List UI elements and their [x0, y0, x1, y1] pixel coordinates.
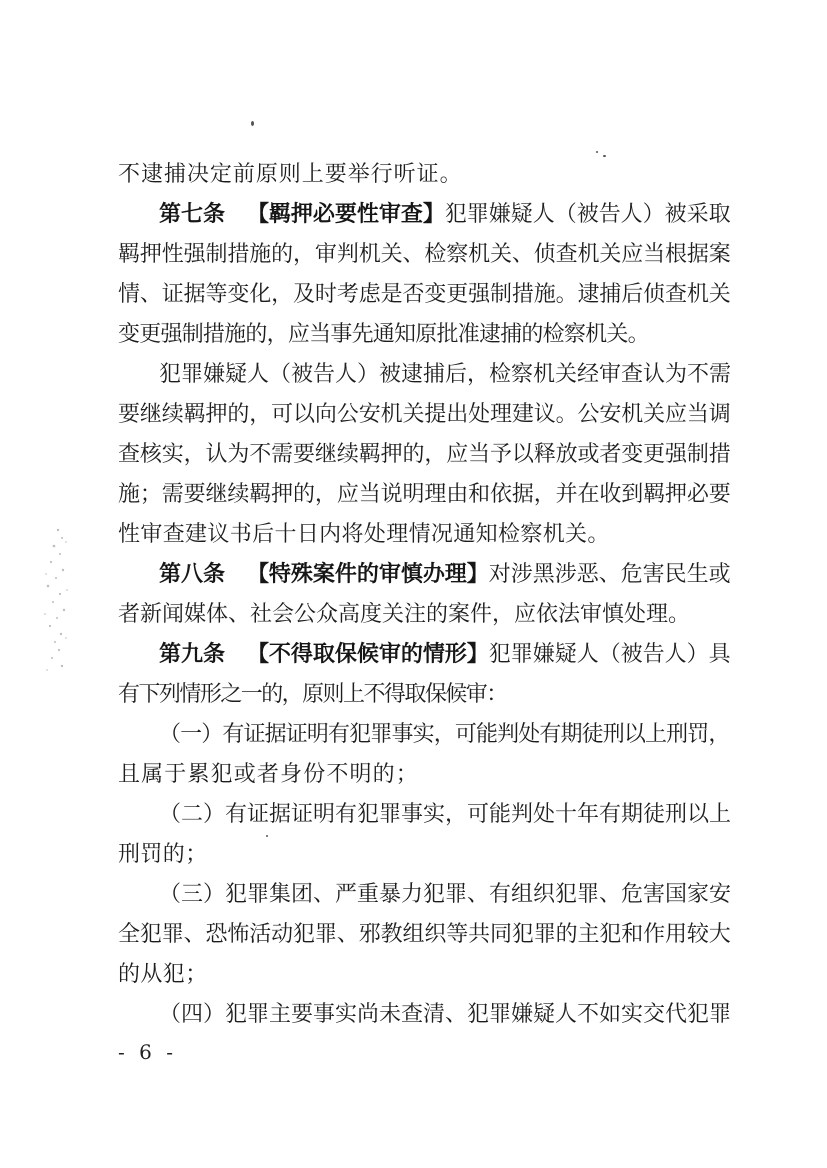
scan-speck [251, 121, 254, 126]
scan-speck [596, 151, 598, 153]
text-line [118, 517, 610, 553]
article-heading: 【特殊案件的审慎办理】 [246, 562, 489, 587]
margin-scan-noise [36, 520, 80, 680]
text-line [118, 477, 731, 513]
text-line [118, 677, 507, 713]
text-line [159, 557, 731, 593]
body-text: 犯罪嫌疑人（被告人）被采取 [444, 202, 731, 227]
text-line [118, 397, 731, 433]
body-text: 全犯罪、恐怖活动犯罪、邪教组织等共同犯罪的主犯和作用较大 [118, 922, 731, 947]
article-number: 第八条 [159, 562, 225, 587]
body-text: 且属于累犯或者身份不明的； [118, 762, 419, 787]
text-line [118, 957, 208, 993]
body-text: （二）有证据证明有犯罪事实，可能判处十年有期徒刑以上 [159, 802, 732, 827]
body-text: 性审查建议书后十日内将处理情况通知检察机关。 [118, 522, 610, 547]
article-heading: 【羁押必要性审查】 [246, 202, 445, 227]
text-line [118, 157, 463, 193]
body-text: 变更强制措施的，应当事先通知原批准逮捕的检察机关。 [118, 322, 649, 347]
text-line [159, 197, 731, 233]
scan-speck [603, 155, 606, 157]
text-line [159, 797, 731, 833]
body-text: 有下列情形之一的，原则上不得取保候审： [118, 682, 507, 707]
body-text: 对涉黑涉恶、危害民生或 [488, 562, 731, 587]
text-line [118, 917, 731, 953]
body-text: （三）犯罪集团、严重暴力犯罪、有组织犯罪、危害国家安 [159, 882, 732, 907]
text-line [159, 877, 731, 913]
scan-speck [266, 835, 268, 837]
text-line [159, 997, 731, 1033]
body-text: 犯罪嫌疑人（被告人）具 [488, 642, 731, 667]
text-line [118, 757, 419, 793]
text-line [118, 597, 690, 633]
body-text: 情、证据等变化，及时考虑是否变更强制措施。逮捕后侦查机关 [118, 282, 731, 307]
article-heading: 【不得取保候审的情形】 [246, 642, 489, 667]
text-line [159, 357, 731, 393]
text-line [159, 717, 730, 753]
text-line [118, 237, 731, 273]
body-text: （一）有证据证明有犯罪事实，可能判处有期徒刑以上刑罚， [159, 722, 730, 747]
body-text: 羁押性强制措施的，审判机关、检察机关、侦查机关应当根据案 [118, 242, 731, 267]
body-text: 要继续羁押的，可以向公安机关提出处理建议。公安机关应当调 [118, 402, 731, 427]
body-text: 者新闻媒体、社会公众高度关注的案件，应依法审慎处理。 [118, 602, 691, 627]
body-text: 的从犯； [118, 962, 208, 987]
body-text: 施；需要继续羁押的，应当说明理由和依据，并在收到羁押必要 [118, 482, 731, 507]
article-number: 第七条 [159, 202, 225, 227]
body-text: 不逮捕决定前原则上要举行听证。 [118, 162, 463, 187]
page-number: - 6 - [118, 1040, 177, 1064]
text-line [118, 837, 208, 873]
body-text: 刑罚的； [118, 842, 208, 867]
body-text: （四）犯罪主要事实尚未查清、犯罪嫌疑人不如实交代犯罪 [159, 1002, 732, 1027]
text-line [118, 317, 649, 353]
article-number: 第九条 [159, 642, 225, 667]
text-line [118, 277, 731, 313]
body-text: 犯罪嫌疑人（被告人）被逮捕后，检察机关经审查认为不需 [159, 362, 732, 387]
text-line [118, 437, 731, 473]
text-line [159, 637, 731, 673]
body-text: 查核实，认为不需要继续羁押的，应当予以释放或者变更强制措 [118, 442, 731, 467]
